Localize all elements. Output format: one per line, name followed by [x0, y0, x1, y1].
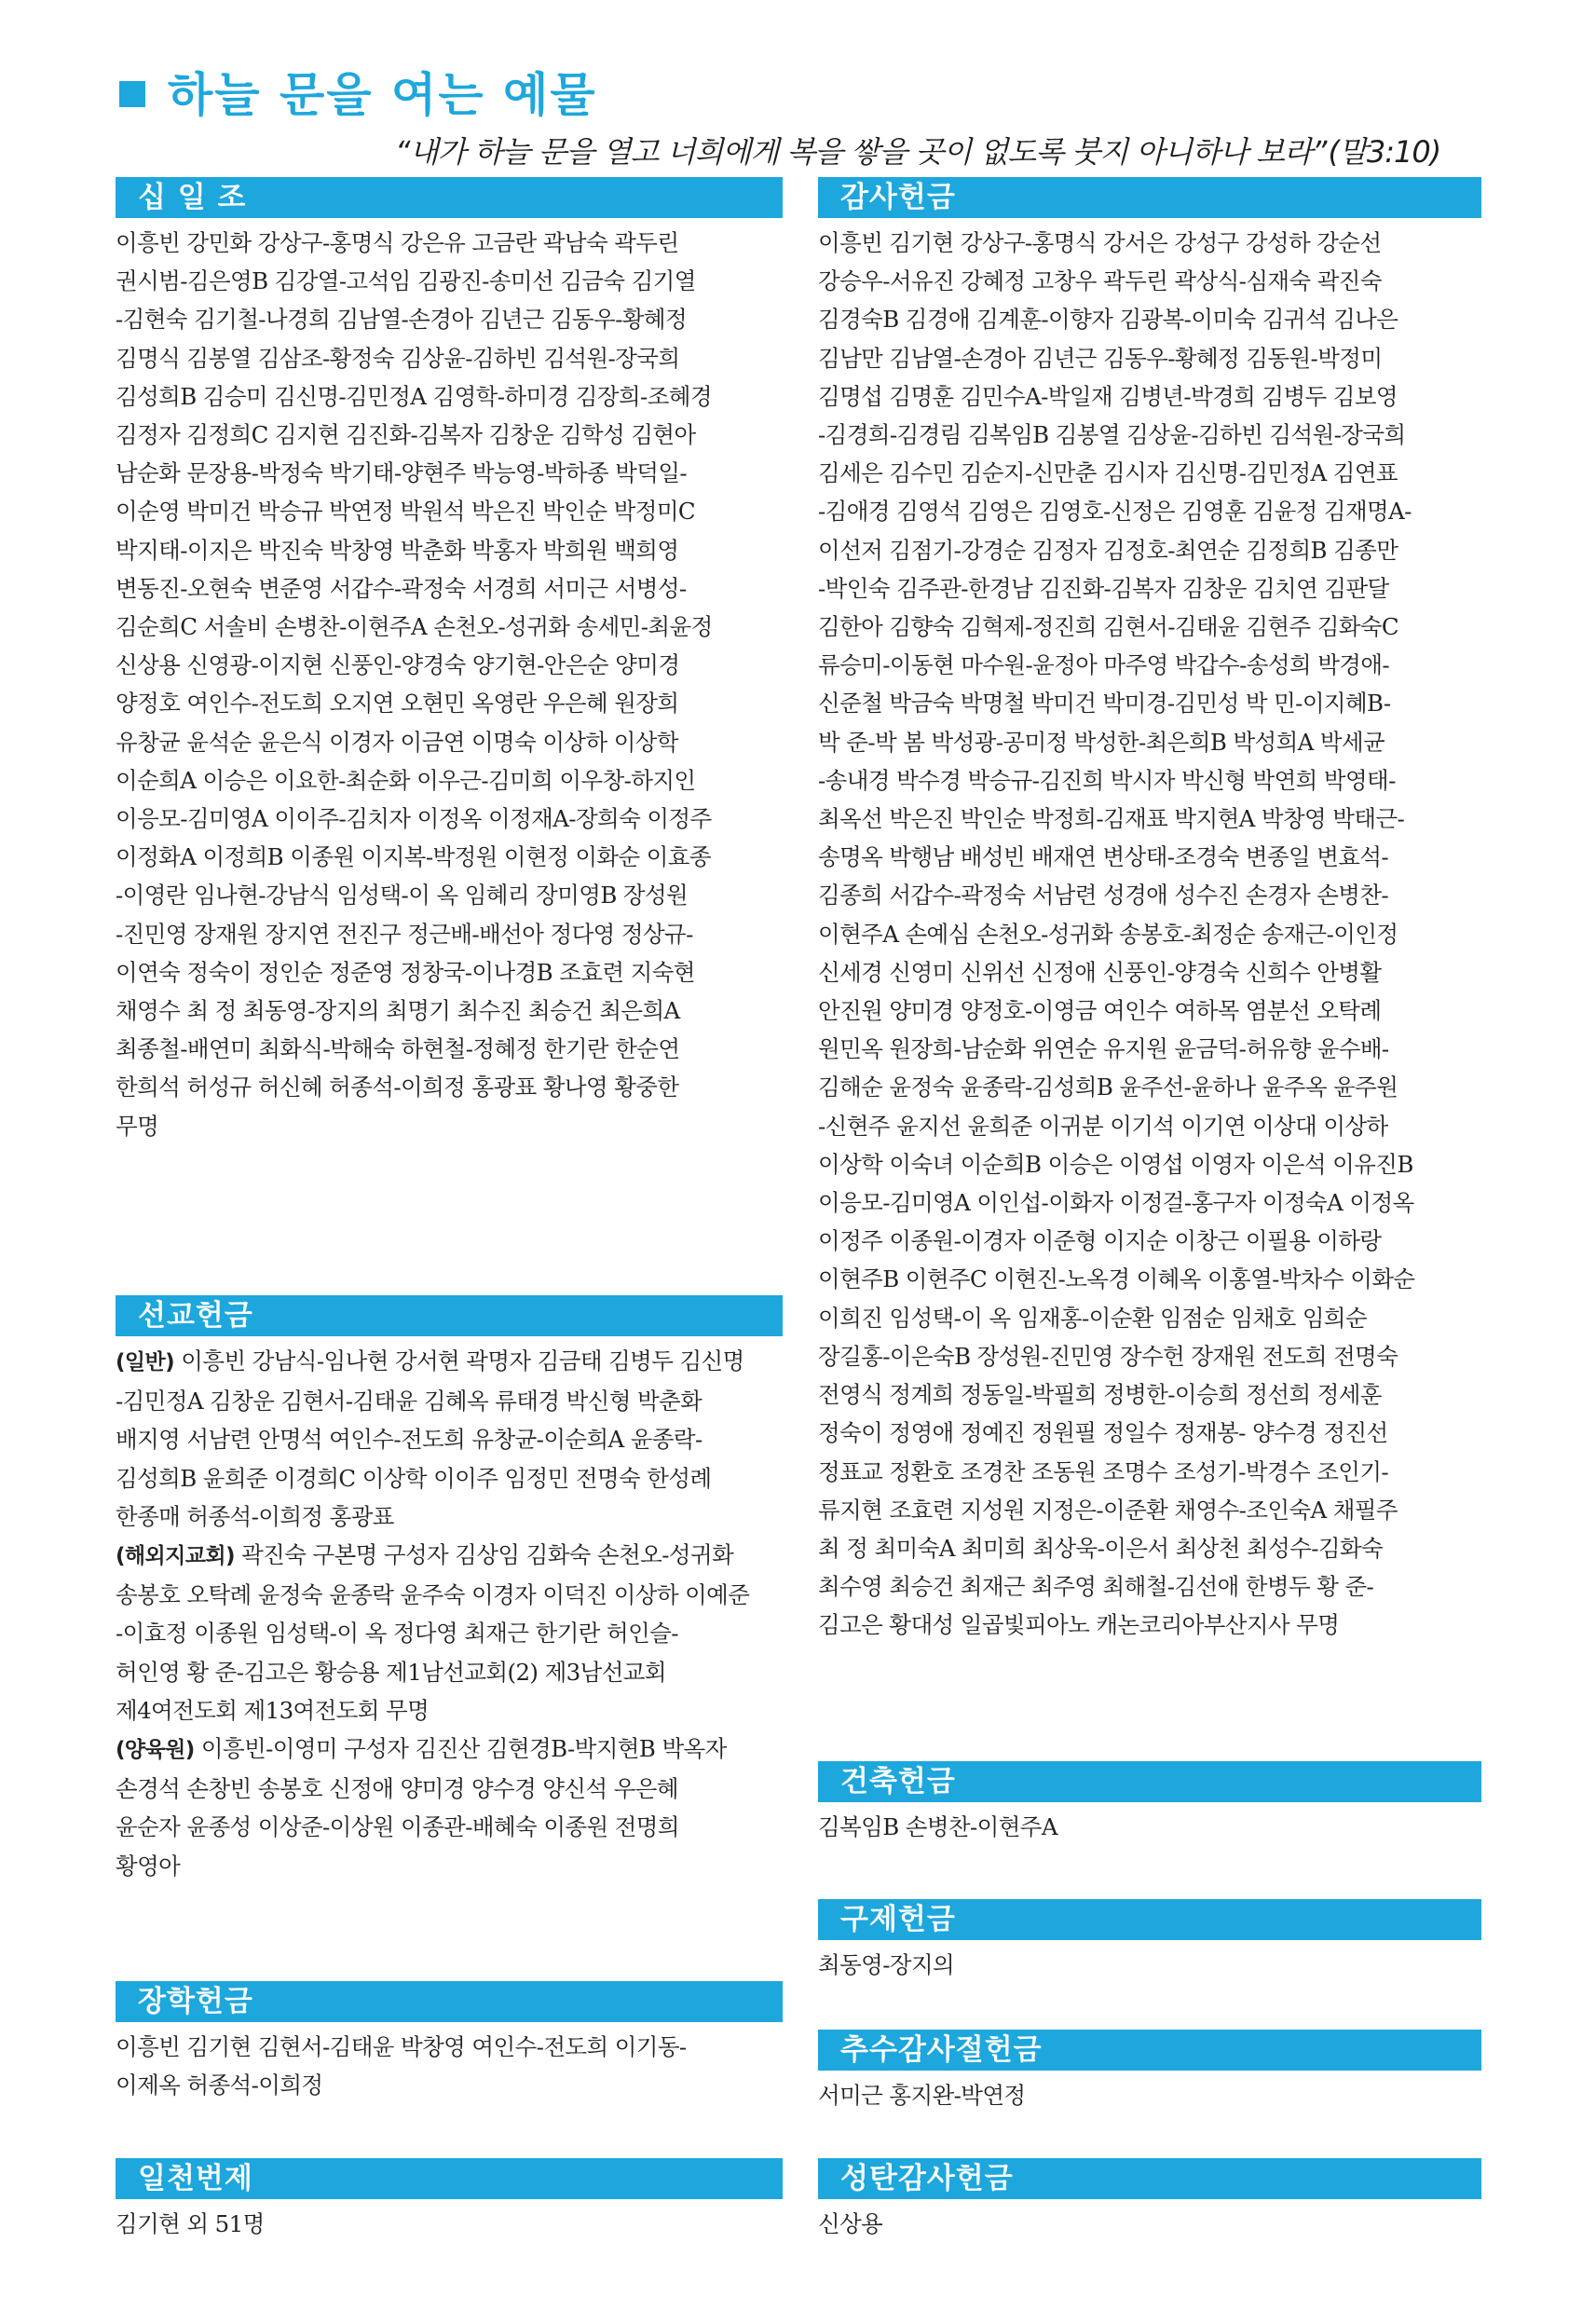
section-body-relief: 최동영-장지의 [818, 1951, 955, 1978]
section-thanks [818, 177, 1481, 1645]
mission-overseas-label: (해외지교회) [116, 1544, 235, 1569]
section-harvest [818, 2030, 1481, 2114]
section-header-thanks: 감사헌금 [818, 177, 1481, 218]
mission-overseas-text: 곽진숙 구본명 구성자 김상임 김화숙 손천오-성귀화 송봉호 오탁례 윤정숙 윤종락 윤주숙 이경자 이덕진 이상하 이예준 -이효정 이종원 임성택-이 옥 정다영 최재근 한기란 허인슬- 허인영 황 준-김고은 황승용 제1남선교회(2) 제3남선교회 제4여전도회 제13여전도회 무명 [116, 1541, 750, 1724]
section-body-harvest: 서미근 홍지완-박연정 [818, 2082, 1026, 2109]
section-header-scholarship: 장학헌금 [116, 1981, 783, 2022]
section-building [818, 1761, 1481, 1846]
section-header-harvest: 추수감사절헌금 [818, 2030, 1481, 2071]
section-header-christmas: 성탄감사헌금 [818, 2158, 1481, 2199]
section-body-building: 김복임B 손병찬-이현주A [818, 1813, 1057, 1840]
mission-nurture [116, 1730, 783, 1885]
section-body-thousandth: 김기현 외 51명 [116, 2210, 265, 2237]
page-header [119, 58, 1480, 170]
title-row [119, 58, 1480, 125]
section-tithe [116, 177, 783, 1145]
section-mission [116, 1295, 783, 1885]
section-body-mission [116, 1342, 783, 1885]
verse-reference: (말3:10) [1328, 134, 1441, 170]
section-body-scholarship: 이흥빈 김기현 김현서-김태윤 박창영 여인수-전도희 이기동- 이제옥 허종석-이희정 [116, 2033, 687, 2099]
section-relief [818, 1899, 1481, 1984]
mission-nurture-label: (양육원) [116, 1738, 195, 1763]
section-body-christmas: 신상용 [818, 2210, 883, 2237]
mission-general-label: (일반) [116, 1350, 175, 1374]
page-title: 하늘 문을 여는 예물 [168, 68, 597, 122]
section-body-thanks: 이흥빈 김기현 강상구-홍명식 강서은 강성구 강성하 강순선 강승우-서유진 강혜정 고창우 곽두린 곽상식-심재숙 곽진숙 김경숙B 김경애 김계훈-이향자 김광복-이미숙 김귀석 김나은 김남만 김남열-손경아 김년근 김동우-황혜정 김동원-박정미 김명섭 김명훈 김민수A-박일재 김병년-박경희 김병두 김보영 -김경희-김경림 김복임B 김봉열 김상윤-김하빈 김석원-장국희 김세은 김수민 김순지-신만춘 김시자 김신명-김민정A 김연표 -김애경 김영석 김영은 김영호-신정은 김영훈 김윤정 김재명A- 이선저 김점기-강경순 김정자 김정호-최연순 김정희B 김종만 -박인숙 김주관-한경남 김진화-김복자 김창운 김치연 김판달 김한아 김향숙 김혁제-정진희 김현서-김태윤 김현주 김화숙C 류승미-이동현 마수원-윤정아 마주영 박갑수-송성희 박경애- 신준철 박금숙 박명철 박미건 박미경-김민성 박 민-이지혜B- 박 준-박 봄 박성광-공미정 박성한-최은희B 박성희A 박세균 -송내경 박수경 박승규-김진희 박시자 박신형 박연희 박영태- 최옥선 박은진 박인순 박정희-김재표 박지현A 박창영 박태근- 송명옥 박행남 배성빈 배재연 변상태-조경숙 변종일 변효석- 김종희 서갑수-곽정숙 서남련 성경애 성수진 손경자 손병찬- 이현주A 손예심 손천오-성귀화 송봉호-최정순 송재근-이인정 신세경 신영미 신위선 신정애 신풍인-양경숙 신희수 안병활 안진원 양미경 양정호-이영금 여인수 여하목 염분선 오탁례 원민옥 원장희-남순화 위연순 유지원 윤금덕-허유향 윤수배- 김해순 윤정숙 윤종락-김성희B 윤주선-윤하나 윤주옥 윤주원 -신현주 윤지선 윤희준 이귀분 이기석 이기연 이상대 이상하 이상학 이숙녀 이순희B 이승은 이영섭 이영자 이은석 이유진B 이응모-김미영A 이인섭-이화자 이정걸-홍구자 이정숙A 이정옥 이정주 이종원-이경자 이준형 이지순 이창근 이필용 이하랑 이현주B 이현주C 이현진-노옥경 이혜옥 이홍열-박차수 이화순 이희진 임성택-이 옥 임재홍-이순환 임점순 임채호 임희순 장길홍-이은숙B 장성원-진민영 장수헌 장재원 전도희 전명숙 전영식 정계희 정동일-박필희 정병한-이승희 정선희 정세훈 정숙이 정영애 정예진 정원필 정일수 정재봉- 양수경 정진선 정표교 정환호 조경찬 조동원 조명수 조성기-박경수 조인기- 류지현 조효련 지성원 지정은-이준환 채영수-조인숙A 채필주 최 정 최미숙A 최미희 최상욱-이은서 최상천 최성수-김화숙 최수영 최승건 최재근 최주영 최해철-김선애 한병두 황 준- 김고은 황대성 일곱빛피아노 캐논코리아부산지사 무명 [818, 229, 1415, 1639]
title-square-icon [119, 81, 145, 107]
section-scholarship [116, 1981, 783, 2104]
section-body-tithe: 이흥빈 강민화 강상구-홍명식 강은유 고금란 곽남숙 곽두린 권시범-김은영B 김강열-고석임 김광진-송미선 김금숙 김기열 -김현숙 김기철-나경희 김남열-손경아 김년근 김동우-황혜정 김명식 김봉열 김삼조-황정숙 김상윤-김하빈 김석원-장국희 김성희B 김승미 김신명-김민정A 김영학-하미경 김장희-조혜경 김정자 김정희C 김지현 김진화-김복자 김창운 김학성 김현아 남순화 문장용-박정숙 박기태-양현주 박능영-박하종 박덕일- 이순영 박미건 박승규 박연정 박원석 박은진 박인순 박정미C 박지태-이지은 박진숙 박창영 박춘화 박홍자 박희원 백희영 변동진-오현숙 변준영 서갑수-곽정숙 서경희 서미근 서병성- 김순희C 서솔비 손병찬-이현주A 손천오-성귀화 송세민-최윤정 신상용 신영광-이지현 신풍인-양경숙 양기현-안은순 양미경 양정호 여인수-전도희 오지연 오현민 옥영란 우은혜 원장희 유창균 윤석순 윤은식 이경자 이금연 이명숙 이상하 이상학 이순희A 이승은 이요한-최순화 이우근-김미희 이우창-하지인 이응모-김미영A 이이주-김치자 이정옥 이정재A-장희숙 이정주 이정화A 이정희B 이종원 이지복-박정원 이현정 이화순 이효종 -이영란 임나현-강남식 임성택-이 옥 임혜리 장미영B 장성원 -진민영 장재원 장지연 전진구 정근배-배선아 정다영 정상규- 이연숙 정숙이 정인순 정준영 정창국-이나경B 조효련 지숙현 채영수 최 정 최동영-장지의 최명기 최수진 최승건 최은희A 최종철-배연미 최화식-박해숙 하현철-정혜정 한기란 한순연 한희석 허성규 허신혜 허종석-이희정 홍광표 황나영 황중한 무명 [116, 229, 713, 1140]
section-header-building: 건축헌금 [818, 1761, 1481, 1802]
mission-nurture-text: 이흥빈-이영미 구성자 김진산 김현경B-박지현B 박옥자 손경석 손창빈 송봉호 신정애 양미경 양수경 양신석 우은혜 윤순자 윤종성 이상준-이상원 이종관-배혜숙 이종원 전명희 황영아 [116, 1735, 727, 1880]
bible-verse [395, 129, 1440, 171]
section-header-tithe: 십 일 조 [116, 177, 783, 218]
section-thousandth [116, 2158, 783, 2243]
mission-general-text: 이흥빈 강남식-임나현 강서현 곽명자 김금태 김병두 김신명 -김민정A 김창운 김현서-김태윤 김혜옥 류태경 박신형 박춘화 배지영 서남련 안명석 여인수-전도희 유창균-이순희A 윤종락- 김성희B 윤희준 이경희C 이상학 이이주 임정민 전명숙 한성례 한종매 허종석-이희정 홍광표 [116, 1347, 744, 1530]
section-header-thousandth: 일천번제 [116, 2158, 783, 2199]
mission-general [116, 1342, 783, 1536]
section-header-mission: 선교헌금 [116, 1295, 783, 1336]
section-christmas [818, 2158, 1481, 2243]
section-header-relief: 구제헌금 [818, 1899, 1481, 1940]
verse-text: “내가 하늘 문을 열고 너희에게 복을 쌓을 곳이 없도록 붓지 아니하나 보라” [395, 134, 1327, 170]
mission-overseas [116, 1536, 783, 1730]
